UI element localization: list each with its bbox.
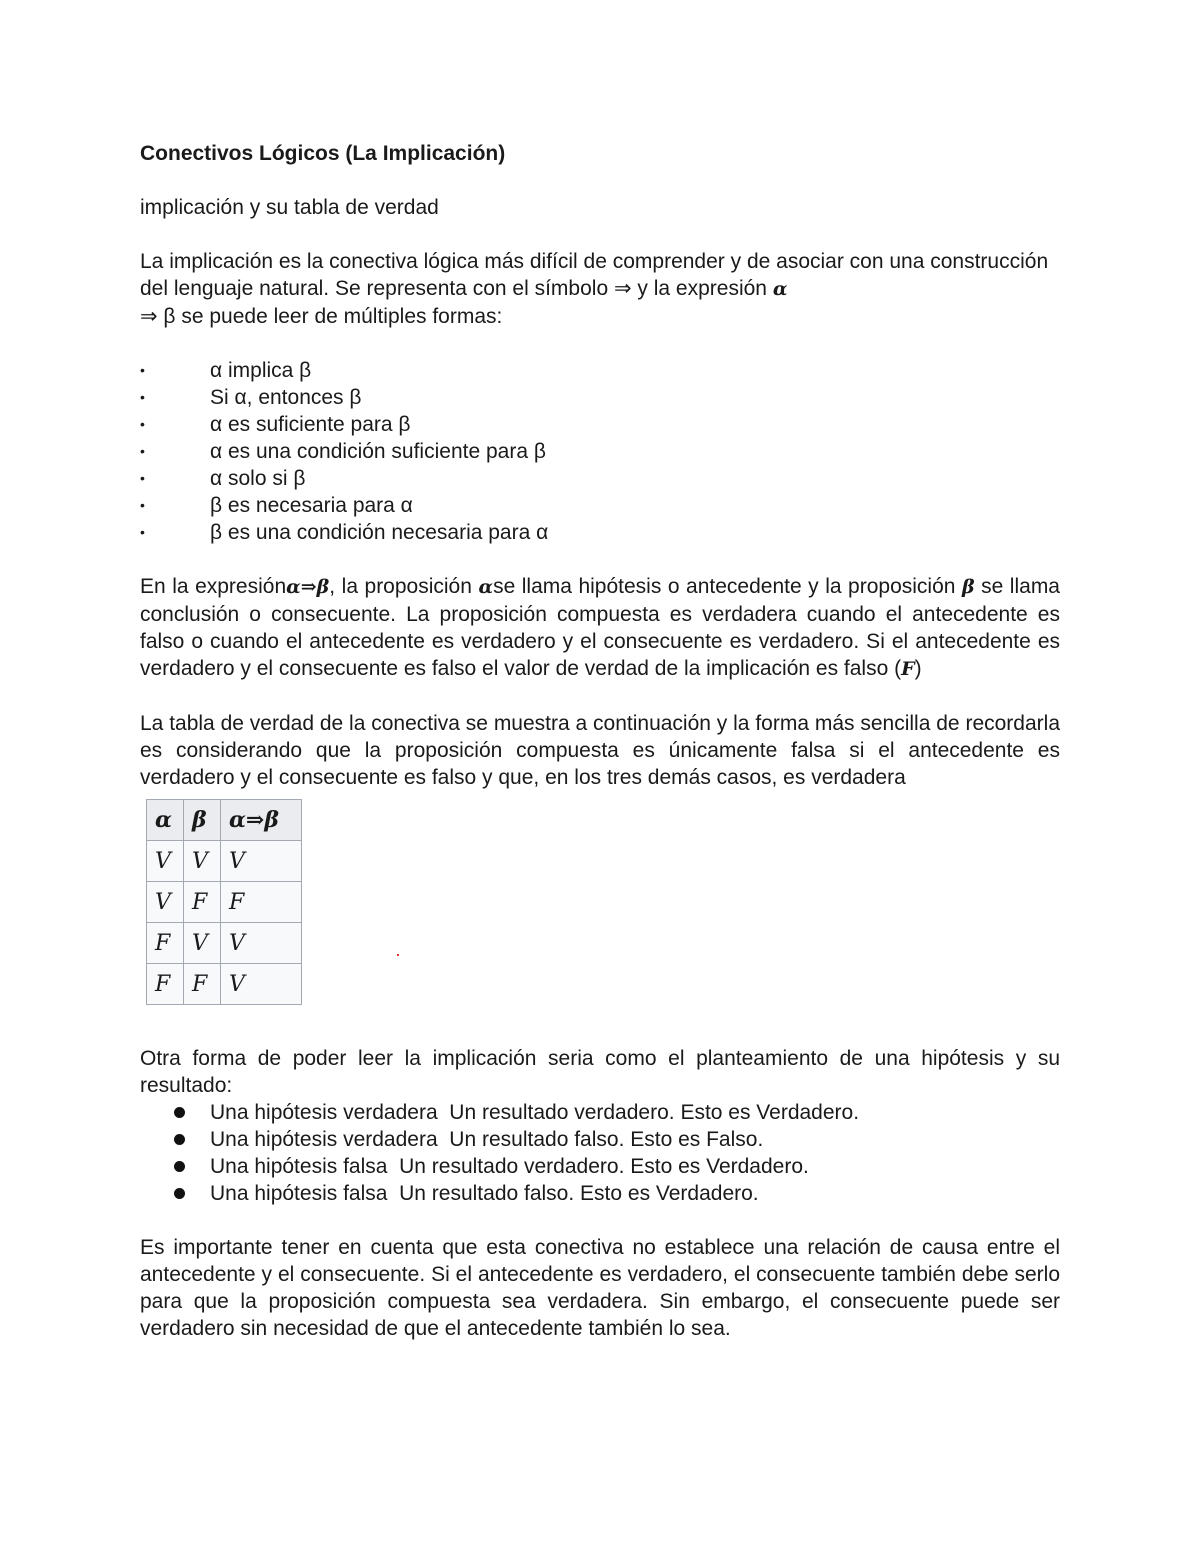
table-cell: V	[147, 882, 184, 923]
bullet-icon: •	[140, 497, 145, 513]
table-cell: F	[184, 882, 221, 923]
table-cell: F	[147, 964, 184, 1005]
bullet-icon: •	[140, 524, 145, 540]
list-item	[140, 1180, 1060, 1207]
table-cell: F	[147, 923, 184, 964]
table-intro-paragraph: La tabla de verdad de la conectiva se muestra a continuación y la forma más sencilla de recordarla es considerando que la proposición compuesta es únicamente falsa si el antecedente es verdadero y el consecuente es falso y que, en los tres demás casos, es verdadera	[140, 712, 1060, 789]
table-cell: V	[184, 841, 221, 882]
expression-text: , la proposición	[329, 575, 479, 598]
readings-list	[140, 357, 1060, 546]
bullet-icon: •	[140, 389, 145, 405]
subtitle: implicación y su tabla de verdad	[140, 196, 439, 219]
expression-text: se llama conclusión o consecuente. La proposición compuesta es verdadera cuando el antecedente es falso o cuando el antecedente es verdadero y el consecuente es verdadero. Si el antecedente es verdadero y el consecuente es falso el valor de verdad de la implicación es falso (	[140, 575, 1060, 680]
hypothesis-text: Una hipótesis verdadera Un resultado falso. Esto es Falso.	[210, 1128, 764, 1151]
hypothesis-intro-paragraph: Otra forma de poder leer la implicación seria como el planteamiento de una hipótesis y su resultado:	[140, 1047, 1060, 1097]
reading-text: α es una condición suficiente para β	[210, 440, 546, 463]
bullet-icon: •	[140, 362, 145, 378]
list-item	[140, 411, 1060, 438]
bullet-icon: •	[140, 443, 145, 459]
table-cell: V	[184, 923, 221, 964]
bullet-icon: •	[140, 470, 145, 486]
table-cell: F	[184, 964, 221, 1005]
expression-text: se llama hipótesis o antecedente y la proposición	[493, 575, 962, 598]
expression-paragraph	[140, 573, 1060, 683]
hypothesis-list	[140, 1099, 1060, 1207]
stray-red-dot	[397, 954, 399, 956]
math-expression: α⇒β	[286, 576, 330, 598]
reading-text: β es necesaria para α	[210, 494, 413, 517]
table-row	[147, 923, 302, 964]
page-title: Conectivos Lógicos (La Implicación)	[140, 142, 506, 165]
list-item	[140, 465, 1060, 492]
table-cell: F	[221, 882, 302, 923]
reading-text: α es suficiente para β	[210, 413, 411, 436]
math-beta: β	[961, 576, 975, 598]
bullet-dot-icon	[174, 1188, 185, 1199]
table-cell: V	[221, 923, 302, 964]
list-item	[140, 438, 1060, 465]
table-row	[147, 964, 302, 1005]
hypothesis-text: Una hipótesis falsa Un resultado verdadero. Esto es Verdadero.	[210, 1155, 809, 1178]
intro-text-1: La implicación es la conectiva lógica más difícil de comprender y de asociar con una construcción del lenguaje natural. Se representa con el símbolo ⇒ y la expresión	[140, 250, 1049, 300]
table-cell: V	[221, 964, 302, 1005]
list-item	[140, 519, 1060, 546]
bullet-dot-icon	[174, 1107, 185, 1118]
table-row	[147, 882, 302, 923]
intro-alpha-symbol: α	[772, 278, 788, 300]
list-item	[140, 492, 1060, 519]
bullet-dot-icon	[174, 1161, 185, 1172]
list-item	[140, 357, 1060, 384]
list-item	[140, 384, 1060, 411]
hypothesis-text: Una hipótesis verdadera Un resultado verdadero. Esto es Verdadero.	[210, 1101, 860, 1124]
math-false: F	[901, 658, 915, 680]
intro-text-2: ⇒ β se puede leer de múltiples formas:	[140, 305, 503, 328]
document-page	[140, 140, 1060, 1342]
expression-text: )	[914, 657, 922, 680]
table-cell: V	[147, 841, 184, 882]
reading-text: β es una condición necesaria para α	[210, 521, 549, 544]
table-header-row	[147, 800, 302, 841]
expression-text: En la expresión	[140, 575, 287, 598]
hypothesis-text: Una hipótesis falsa Un resultado falso. Esto es Verdadero.	[210, 1182, 759, 1205]
math-alpha: α	[478, 576, 494, 598]
reading-text: Si α, entonces β	[210, 386, 362, 409]
intro-paragraph	[140, 248, 1060, 330]
table-row	[147, 841, 302, 882]
table-header-cell: α	[147, 800, 184, 841]
table-header-cell: α⇒β	[221, 800, 302, 841]
reading-text: α implica β	[210, 359, 312, 382]
reading-text: α solo si β	[210, 467, 306, 490]
list-item	[140, 1153, 1060, 1180]
list-item	[140, 1126, 1060, 1153]
closing-paragraph: Es importante tener en cuenta que esta conectiva no establece una relación de causa entre el antecedente y el consecuente. Si el antecedente es verdadero, el consecuente también debe serlo para que la proposición compuesta sea verdadera. Sin embargo, el consecuente puede ser verdadero sin necesidad de que el antecedente también lo sea.	[140, 1236, 1060, 1340]
table-header-cell: β	[184, 800, 221, 841]
bullet-icon: •	[140, 416, 145, 432]
table-cell: V	[221, 841, 302, 882]
bullet-dot-icon	[174, 1134, 185, 1145]
list-item	[140, 1099, 1060, 1126]
truth-table	[146, 799, 302, 1005]
